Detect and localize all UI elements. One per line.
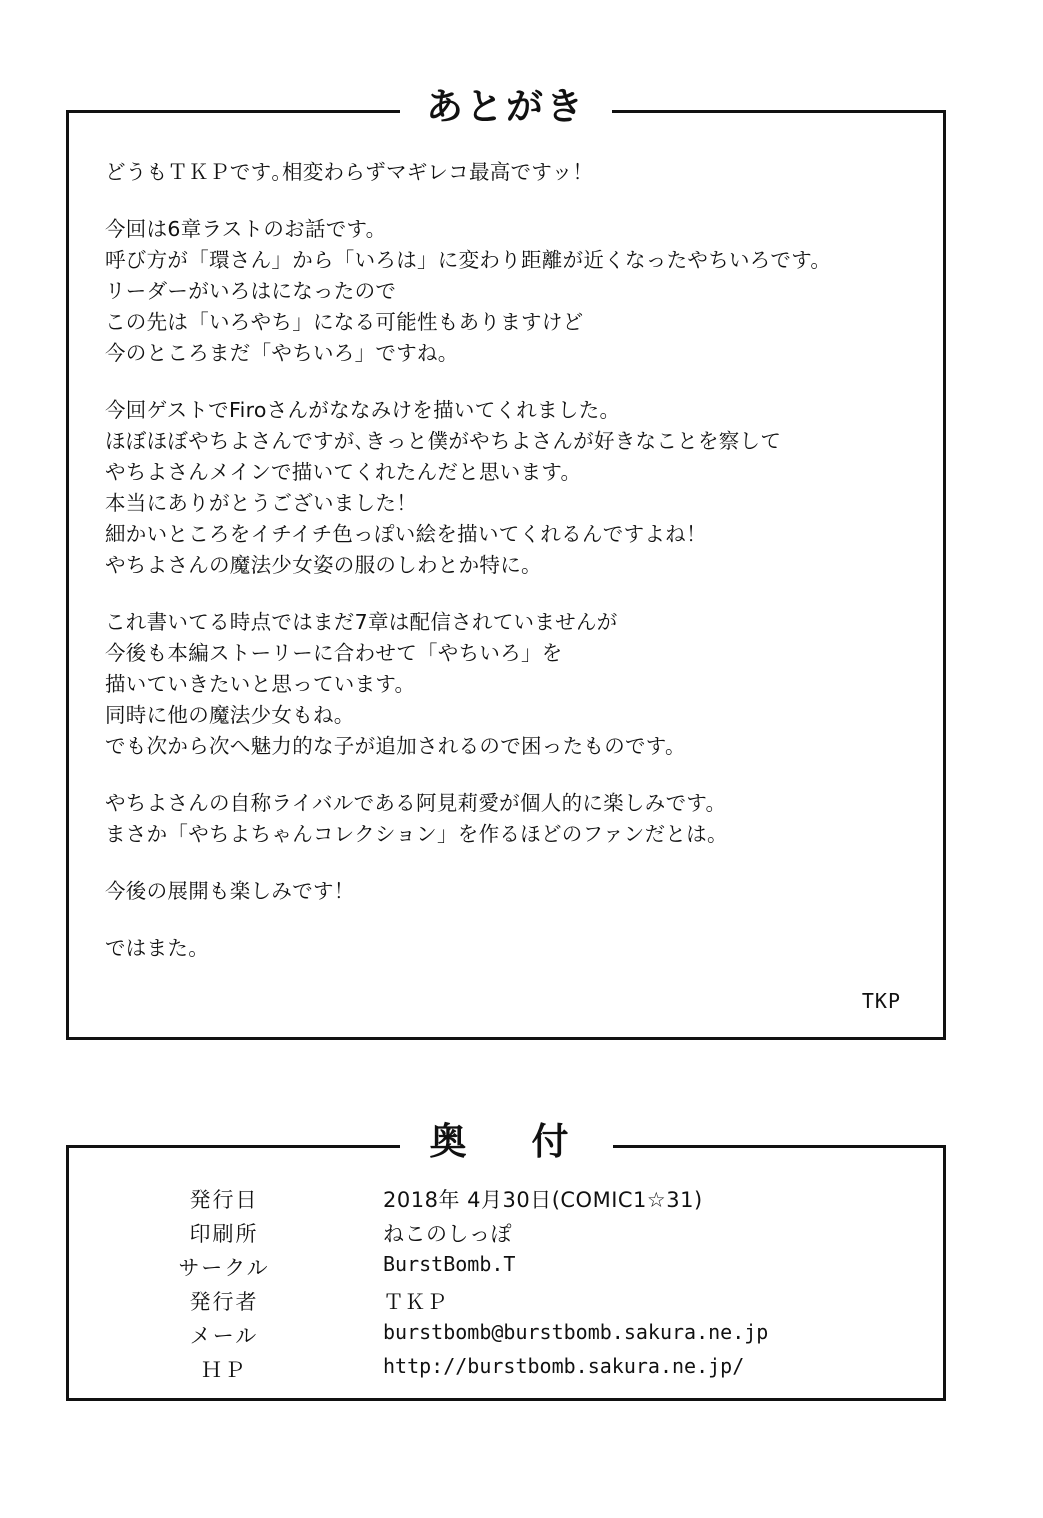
- afterword-line: でも次から次へ魅力的な子が追加されるので困ったものです。: [105, 734, 686, 758]
- colophon-label: 印刷所: [189, 1222, 259, 1246]
- colophon-value[interactable]: http://burstbomb.sakura.ne.jp/: [383, 1354, 745, 1378]
- colophon-value: ねこのしっぽ: [383, 1222, 512, 1246]
- colophon-value: ＴＫＰ: [383, 1290, 448, 1314]
- colophon-row: [69, 1216, 943, 1250]
- afterword-line: 今のところまだ「やちいろ」ですね。: [105, 341, 459, 365]
- colophon-label: ＨＰ: [201, 1358, 247, 1382]
- colophon-label: 発行者: [189, 1290, 259, 1314]
- afterword-line: 本当にありがとうございました！: [105, 491, 417, 515]
- afterword-line: 今回ゲストでFiroさんがななみけを描いてくれました。: [105, 398, 621, 422]
- colophon-value: BurstBomb.T: [383, 1252, 516, 1276]
- afterword-line: 今後も本編ストーリーに合わせて「やちいろ」を: [105, 641, 563, 665]
- afterword-line: 描いていきたいと思っています。: [105, 672, 416, 696]
- colophon-value: 2018年 4月30日(COMIC1☆31): [383, 1188, 703, 1212]
- afterword-line: まさか「やちよちゃんコレクション」を作るほどのファンだとは。: [105, 822, 728, 846]
- afterword-line: やちよさんメインで描いてくれたんだと思います。: [105, 460, 582, 484]
- afterword-paragraph: [105, 214, 917, 369]
- colophon-title-wrap: [69, 1120, 943, 1164]
- afterword-line: どうもＴＫＰです｡相変わらずマギレコ最高ですッ！: [105, 160, 594, 184]
- afterword-line: 今回は6章ラストのお話です。: [105, 217, 387, 241]
- afterword-line: この先は「いろやち」になる可能性もありますけど: [105, 310, 584, 334]
- afterword-title-wrap: [69, 85, 943, 129]
- afterword-line: リーダーがいろはになったので: [105, 279, 397, 303]
- afterword-line: やちよさんの自称ライバルである阿見莉愛が個人的に楽しみです。: [105, 791, 727, 815]
- afterword-paragraph: [105, 157, 917, 188]
- afterword-line: 細かいところをイチイチ色っぽい絵を描いてくれるんですよね！: [105, 522, 707, 546]
- colophon-panel: [66, 1120, 946, 1401]
- colophon-row: [69, 1284, 943, 1318]
- afterword-panel: [66, 85, 946, 1040]
- colophon-row: [69, 1352, 943, 1386]
- afterword-body: [105, 157, 917, 964]
- afterword-paragraph: [105, 933, 917, 964]
- afterword-line: これ書いてる時点ではまだ7章は配信されていませんが: [105, 610, 618, 634]
- afterword-paragraph: [105, 607, 917, 762]
- colophon-row: [69, 1250, 943, 1284]
- colophon-title: 奥 付: [400, 1120, 613, 1164]
- author-signature: TKP: [861, 989, 901, 1013]
- colophon-row: [69, 1318, 943, 1352]
- afterword-title: あとがき: [400, 85, 612, 129]
- afterword-paragraph: [105, 876, 917, 907]
- afterword-line: やちよさんの魔法少女姿の服のしわとか特に。: [105, 553, 542, 577]
- colophon-row: [69, 1182, 943, 1216]
- afterword-paragraph: [105, 788, 917, 850]
- colophon-label: 発行日: [189, 1188, 259, 1212]
- afterword-line: ほぼほぼやちよさんですが､きっと僕がやちよさんが好きなことを察して: [105, 429, 782, 453]
- afterword-line: ではまた。: [105, 936, 209, 960]
- colophon-label: メール: [189, 1324, 259, 1348]
- colophon-label: サークル: [178, 1256, 270, 1280]
- afterword-line: 呼び方が「環さん」から「いろは」に変わり距離が近くなったやちいろです。: [105, 248, 832, 272]
- afterword-paragraph: [105, 395, 917, 581]
- colophon-value[interactable]: burstbomb@burstbomb.sakura.ne.jp: [383, 1320, 769, 1344]
- afterword-line: 今後の展開も楽しみです！: [105, 879, 355, 903]
- afterword-line: 同時に他の魔法少女もね。: [105, 703, 355, 727]
- colophon-table: [69, 1182, 943, 1386]
